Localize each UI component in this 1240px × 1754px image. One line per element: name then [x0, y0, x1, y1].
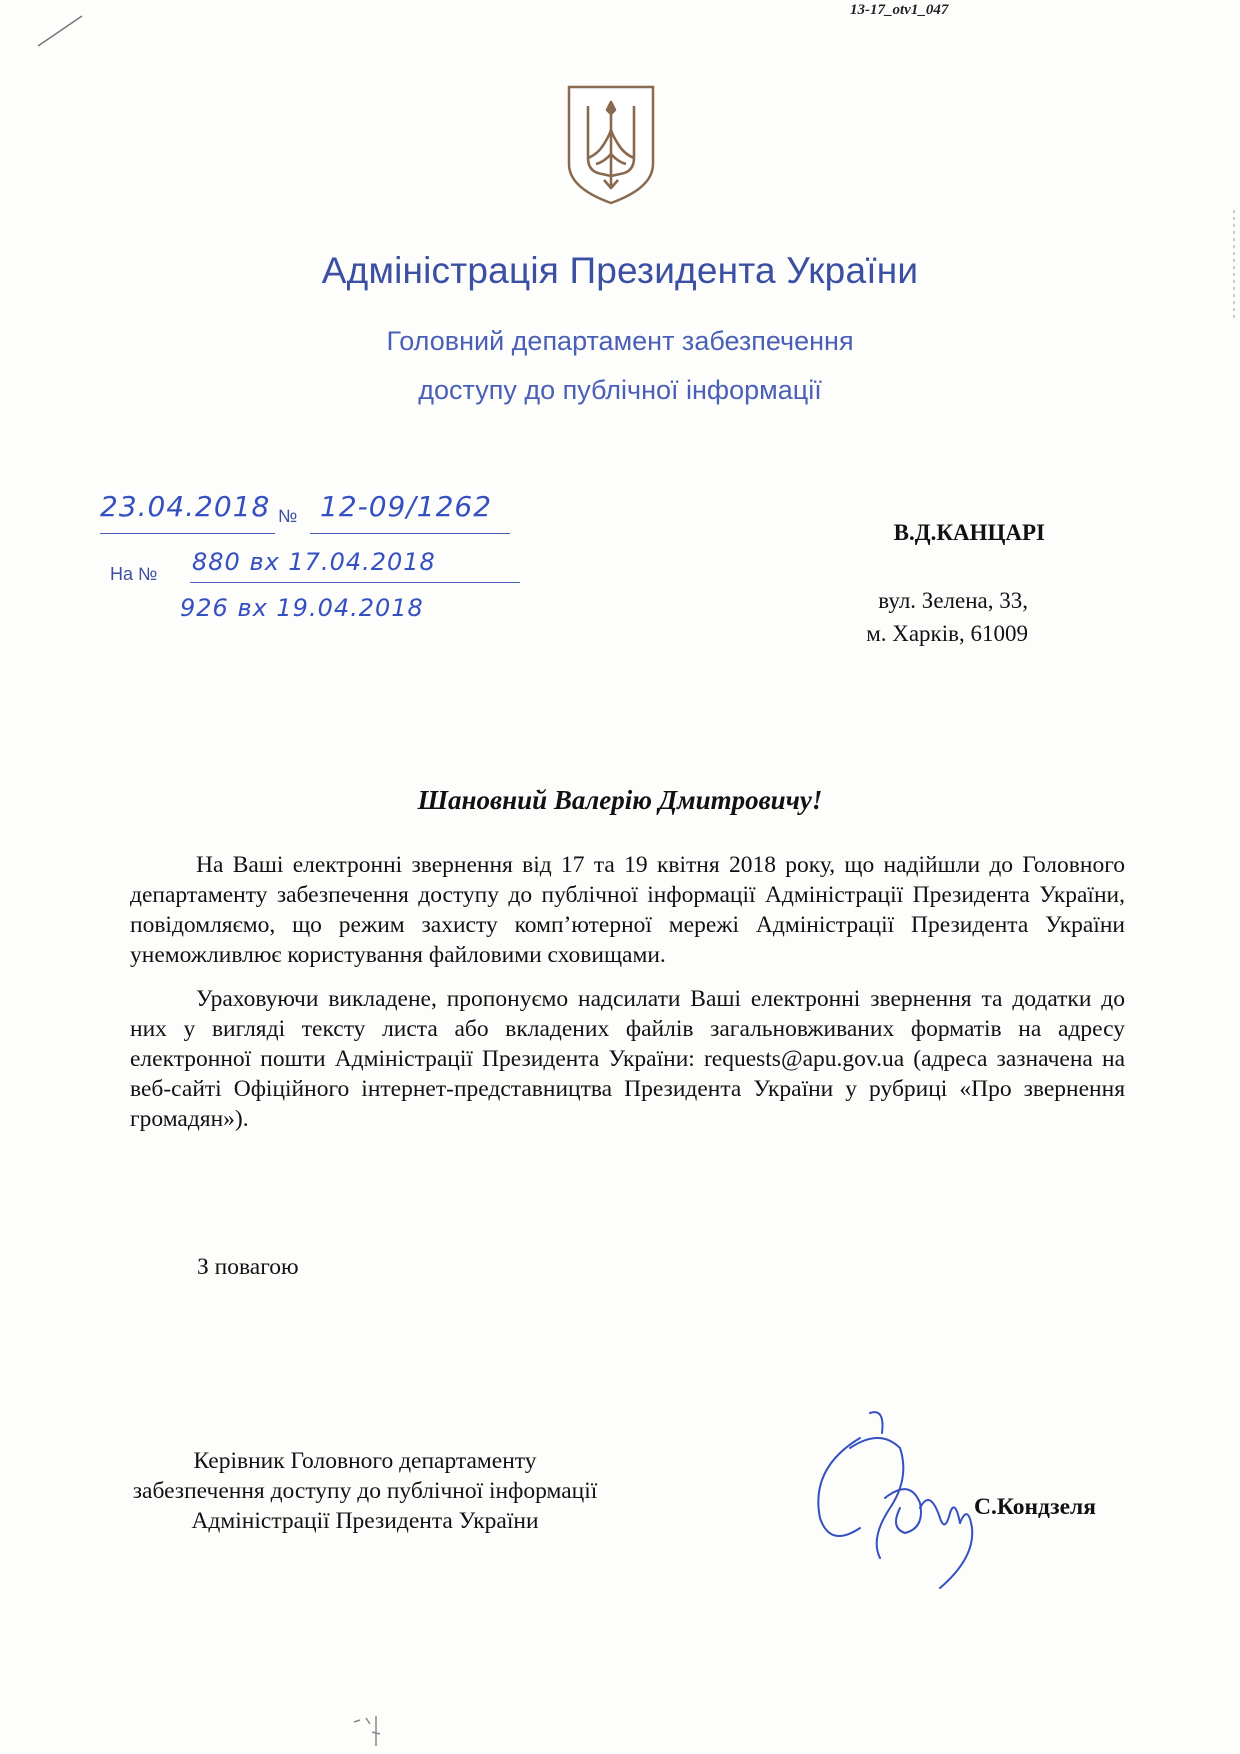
- in-reply-label: На №: [110, 564, 158, 584]
- scan-artifact: [350, 1712, 390, 1748]
- incoming-ref-2: 926 вх 19.04.2018: [180, 594, 424, 622]
- recipient-name: В.Д.КАНЦАРІ: [893, 520, 1045, 545]
- signatory-title: [100, 1446, 630, 1536]
- signatory-name: С.Кондзеля: [974, 1494, 1096, 1520]
- closing: З повагою: [197, 1254, 299, 1280]
- registration-number: 12-09/1262: [320, 490, 493, 523]
- incoming-ref-1: 880 вх 17.04.2018: [192, 548, 436, 576]
- scan-mark: [36, 12, 86, 48]
- tryzub-icon: [566, 84, 656, 206]
- handwritten-signature: [790, 1408, 990, 1598]
- org-title: Адміністрація Президента України: [321, 250, 919, 291]
- body-paragraph-2: Ураховуючи викладене, пропонуємо надсилати Ваші електронні звернення та додатки до них у вигляді тексту листа або вкладених файлів загальновживаних форматів на адресу електронної пошти Адміністрації Президента України: requests@apu.gov.ua (адреса зазначена на веб-сайті Офіційного інтернет-представництва Президента України у рубриці «Про звернення громадян»).: [130, 986, 1125, 1132]
- registration-block: [100, 490, 520, 640]
- signatory-title-line-2: забезпечення доступу до публічної інформації: [132, 1478, 598, 1504]
- number-underline: [310, 533, 510, 534]
- body-paragraph-1: На Ваші електронні звернення від 17 та 19 квітня 2018 року, що надійшли до Головного департаменту забезпечення доступу до публічної інформації Адміністрації Президента України, повідомляємо, що режим захисту комп’ютерної мережі Адміністрації Президента України унеможливлює користування файловими сховищами.: [130, 852, 1125, 968]
- page-edge-mark: [1226, 210, 1240, 320]
- date-underline: [100, 533, 275, 534]
- recipient-address-line-2: м. Харків, 61009: [866, 621, 1028, 646]
- department-line-1: Головний департамент забезпечення: [386, 326, 854, 356]
- department-line-2: доступу до публічної інформації: [418, 375, 822, 405]
- registration-date: 23.04.2018: [100, 490, 271, 523]
- incoming-ref-underline: [190, 582, 520, 583]
- recipient-address-line-1: вул. Зелена, 33,: [878, 588, 1028, 613]
- letter-body: [130, 850, 1125, 1148]
- signatory-title-line-1: Керівник Головного департаменту: [193, 1448, 537, 1474]
- file-reference: 13-17_otv1_047: [850, 2, 949, 18]
- salutation: Шановний Валерію Дмитровичу!: [417, 785, 823, 815]
- number-label: №: [278, 506, 298, 526]
- signatory-title-line-3: Адміністрації Президента України: [191, 1508, 539, 1534]
